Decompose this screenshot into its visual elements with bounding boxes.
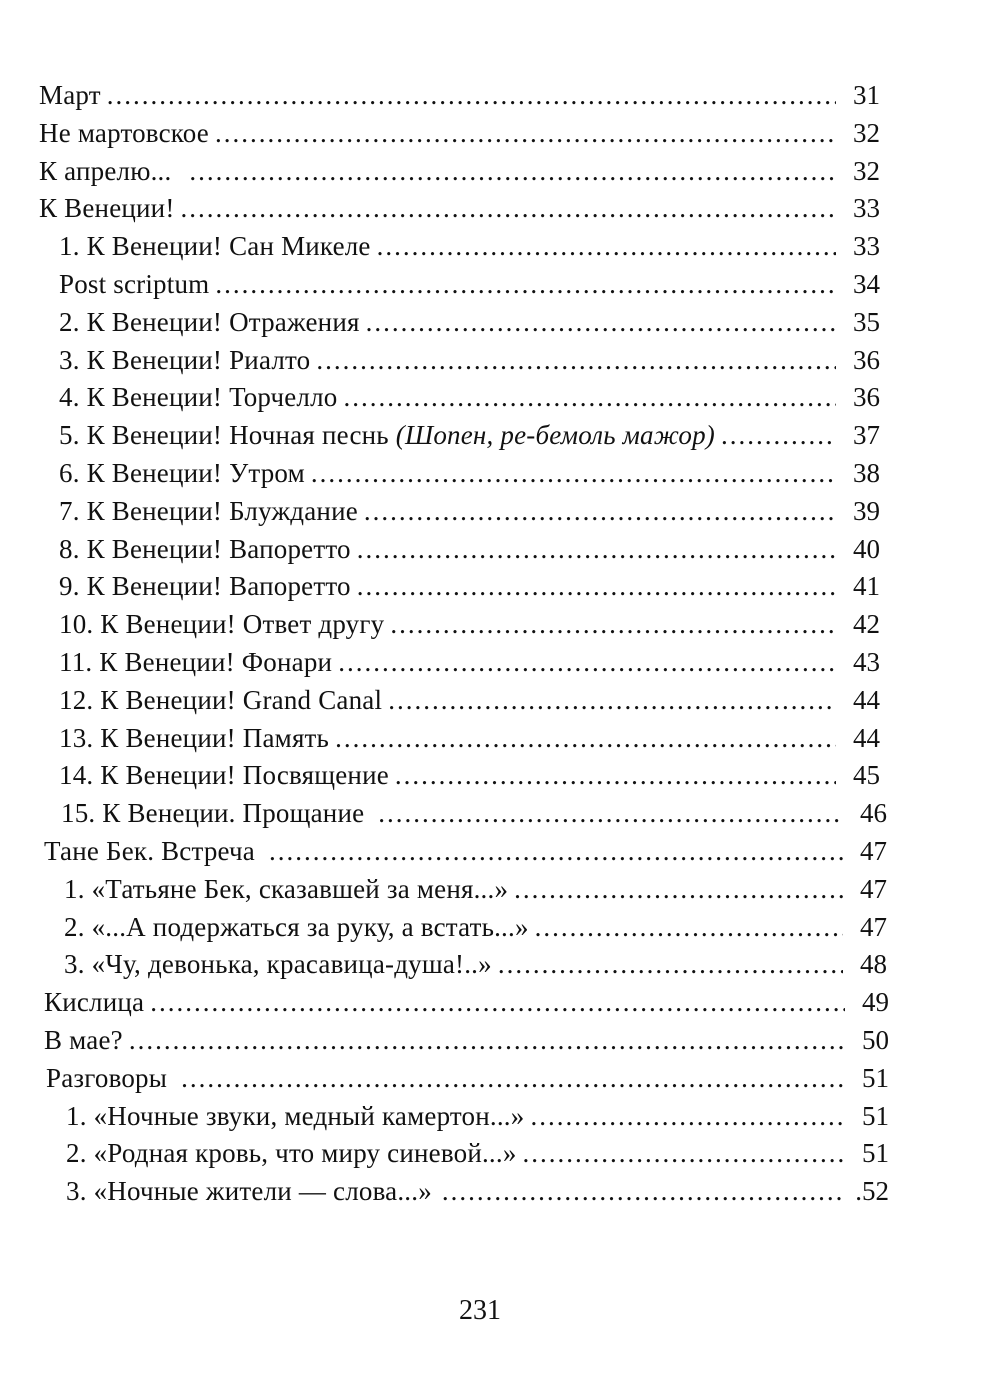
dot-leader — [442, 1173, 845, 1211]
dot-leader — [523, 1135, 845, 1173]
toc-entry-page: 33 — [853, 231, 880, 262]
toc-entry — [0, 1060, 1000, 1098]
dot-leader — [338, 644, 836, 682]
toc-entry-page: 33 — [853, 193, 880, 224]
dot-leader — [343, 379, 836, 417]
toc-entry — [0, 77, 1000, 115]
toc-entry-title: Разговоры — [46, 1062, 168, 1093]
toc-entry — [0, 342, 1000, 380]
dot-leader — [150, 984, 845, 1022]
toc-entry-title: В мае? — [44, 1024, 123, 1055]
toc-entry-page: 37 — [853, 420, 880, 451]
toc-entry-page: 51 — [862, 1138, 889, 1169]
toc-entry — [0, 795, 1000, 833]
toc-entry-title: 13. К Венеции! Память — [59, 722, 330, 753]
toc-entry-title: 3. «Ночные жители — слова...» — [66, 1176, 432, 1207]
toc-entry-page: 46 — [860, 798, 887, 829]
toc-entry-title: Март — [39, 80, 101, 110]
dot-leader — [535, 909, 843, 947]
toc-entry-title: Кислица — [44, 987, 145, 1018]
toc-entry-page: 50 — [862, 1024, 889, 1055]
dot-leader — [215, 115, 836, 153]
toc-entry — [0, 1022, 1000, 1060]
toc-entry-title: 9. К Венеции! Вапоретто — [59, 571, 351, 602]
toc-entry-title: 11. К Венеции! Фонари — [59, 646, 333, 677]
dot-leader — [364, 493, 836, 531]
toc-entry-title — [59, 417, 715, 455]
dot-leader — [357, 531, 836, 569]
toc-entry-page: 32 — [853, 155, 880, 186]
toc-entry — [0, 757, 1000, 795]
toc-entry — [0, 266, 1000, 304]
toc-entry-page: 34 — [853, 268, 880, 299]
toc-entry-title: 3. К Венеции! Риалто — [59, 344, 311, 375]
dot-leader — [530, 1098, 845, 1136]
toc-entry-page: 39 — [853, 495, 880, 526]
dot-leader — [181, 190, 836, 228]
toc-entry-page: 47 — [860, 911, 887, 942]
toc-entry-title: 2. «...А подержаться за руку, а встать...» — [64, 911, 529, 942]
toc-entry-title: 1. К Венеции! Сан Микеле — [59, 231, 371, 262]
toc-entry — [0, 909, 1000, 947]
toc-entry-title: 12. К Венеции! Grand Canal — [59, 684, 383, 715]
dot-leader — [181, 1060, 845, 1098]
toc-entry — [0, 1135, 1000, 1173]
toc-entry-page: 41 — [853, 571, 880, 602]
toc-entry-page: 40 — [853, 533, 880, 564]
toc-entry — [0, 190, 1000, 228]
dot-leader — [390, 606, 836, 644]
toc-entry-title: 7. К Венеции! Блуждание — [59, 495, 358, 526]
toc-entry-title: 2. К Венеции! Отражения — [59, 306, 360, 337]
toc-entry — [0, 531, 1000, 569]
dot-leader — [335, 720, 836, 758]
toc-entry-page: 36 — [853, 382, 880, 413]
toc-entry — [0, 568, 1000, 606]
toc-entry-title: 15. К Венеции. Прощание — [61, 798, 365, 829]
toc-entry — [0, 682, 1000, 720]
dot-leader — [721, 417, 836, 455]
toc-entry-title: Не мартовское — [39, 117, 209, 148]
toc-entry-title: Post scriptum — [59, 268, 210, 299]
toc-entry-page: 38 — [853, 457, 880, 488]
toc-entry-title: 1. «Татьяне Бек, сказавшей за меня...» — [64, 873, 509, 904]
toc-entry — [0, 644, 1000, 682]
toc-entry — [0, 455, 1000, 493]
dot-leader — [388, 682, 836, 720]
toc-entry — [0, 153, 1000, 191]
toc-entry-page: 51 — [862, 1062, 889, 1093]
toc-entry — [0, 946, 1000, 984]
dot-leader — [189, 153, 836, 191]
toc-entry-page: 47 — [860, 835, 887, 866]
dot-leader — [269, 833, 843, 871]
toc-entry-title-main: 5. К Венеции! Ночная песнь — [59, 420, 396, 451]
dot-leader — [378, 795, 843, 833]
toc-entry-page: 35 — [853, 306, 880, 337]
toc-entry — [0, 493, 1000, 531]
dot-leader — [129, 1022, 845, 1060]
toc-entry-title: 8. К Венеции! Вапоретто — [59, 533, 351, 564]
toc-entry-title: 3. «Чу, девонька, красавица-душа!..» — [64, 949, 492, 980]
dot-leader — [316, 342, 836, 380]
dot-leader — [498, 946, 843, 984]
toc-entry-page: 49 — [862, 987, 889, 1018]
toc-entry — [0, 379, 1000, 417]
toc-entry-page: 42 — [853, 609, 880, 640]
dot-leader — [357, 568, 836, 606]
toc-entry-title: 1. «Ночные звуки, медный камертон...» — [66, 1100, 525, 1131]
dot-leader — [514, 871, 843, 909]
dot-leader — [107, 77, 836, 115]
toc-entry-title: К апрелю... — [39, 155, 172, 186]
toc-entry-page: 44 — [853, 722, 880, 753]
toc-entry-page: 45 — [853, 760, 880, 791]
toc-entry-title: Тане Бек. Встреча — [44, 835, 255, 866]
toc-entry-page: 51 — [862, 1100, 889, 1131]
dot-leader — [215, 266, 836, 304]
dot-leader — [366, 304, 836, 342]
toc-entry — [0, 833, 1000, 871]
toc-entry-page: 48 — [860, 949, 887, 980]
toc-entry-title: К Венеции! — [39, 193, 175, 224]
toc-entry — [0, 1098, 1000, 1136]
table-of-contents — [0, 77, 1000, 1211]
toc-entry-page: 32 — [853, 117, 880, 148]
toc-entry — [0, 1173, 1000, 1211]
toc-entry — [0, 228, 1000, 266]
toc-entry — [0, 417, 1000, 455]
toc-entry-page: 47 — [860, 873, 887, 904]
toc-entry-page: 36 — [853, 344, 880, 375]
toc-entry-page: .52 — [855, 1176, 889, 1207]
toc-entry — [0, 115, 1000, 153]
toc-entry — [0, 304, 1000, 342]
toc-entry — [0, 984, 1000, 1022]
dot-leader — [395, 757, 836, 795]
toc-entry — [0, 720, 1000, 758]
toc-entry-title-italic: (Шопен, ре-бемоль мажор) — [395, 420, 715, 451]
toc-entry-title: 10. К Венеции! Ответ другу — [59, 609, 385, 640]
dot-leader — [377, 228, 836, 266]
toc-entry-page: 43 — [853, 646, 880, 677]
page-number: 231 — [459, 1295, 501, 1326]
toc-entry-title: 6. К Венеции! Утром — [59, 457, 305, 488]
toc-entry-title: 4. К Венеции! Торчелло — [59, 382, 338, 413]
toc-entry — [0, 606, 1000, 644]
toc-entry-page: 44 — [853, 684, 880, 715]
toc-entry — [0, 871, 1000, 909]
dot-leader — [311, 455, 836, 493]
toc-entry-page: 31 — [853, 80, 880, 110]
toc-entry-title: 2. «Родная кровь, что миру синевой...» — [66, 1138, 517, 1169]
toc-entry-title: 14. К Венеции! Посвящение — [59, 760, 389, 791]
